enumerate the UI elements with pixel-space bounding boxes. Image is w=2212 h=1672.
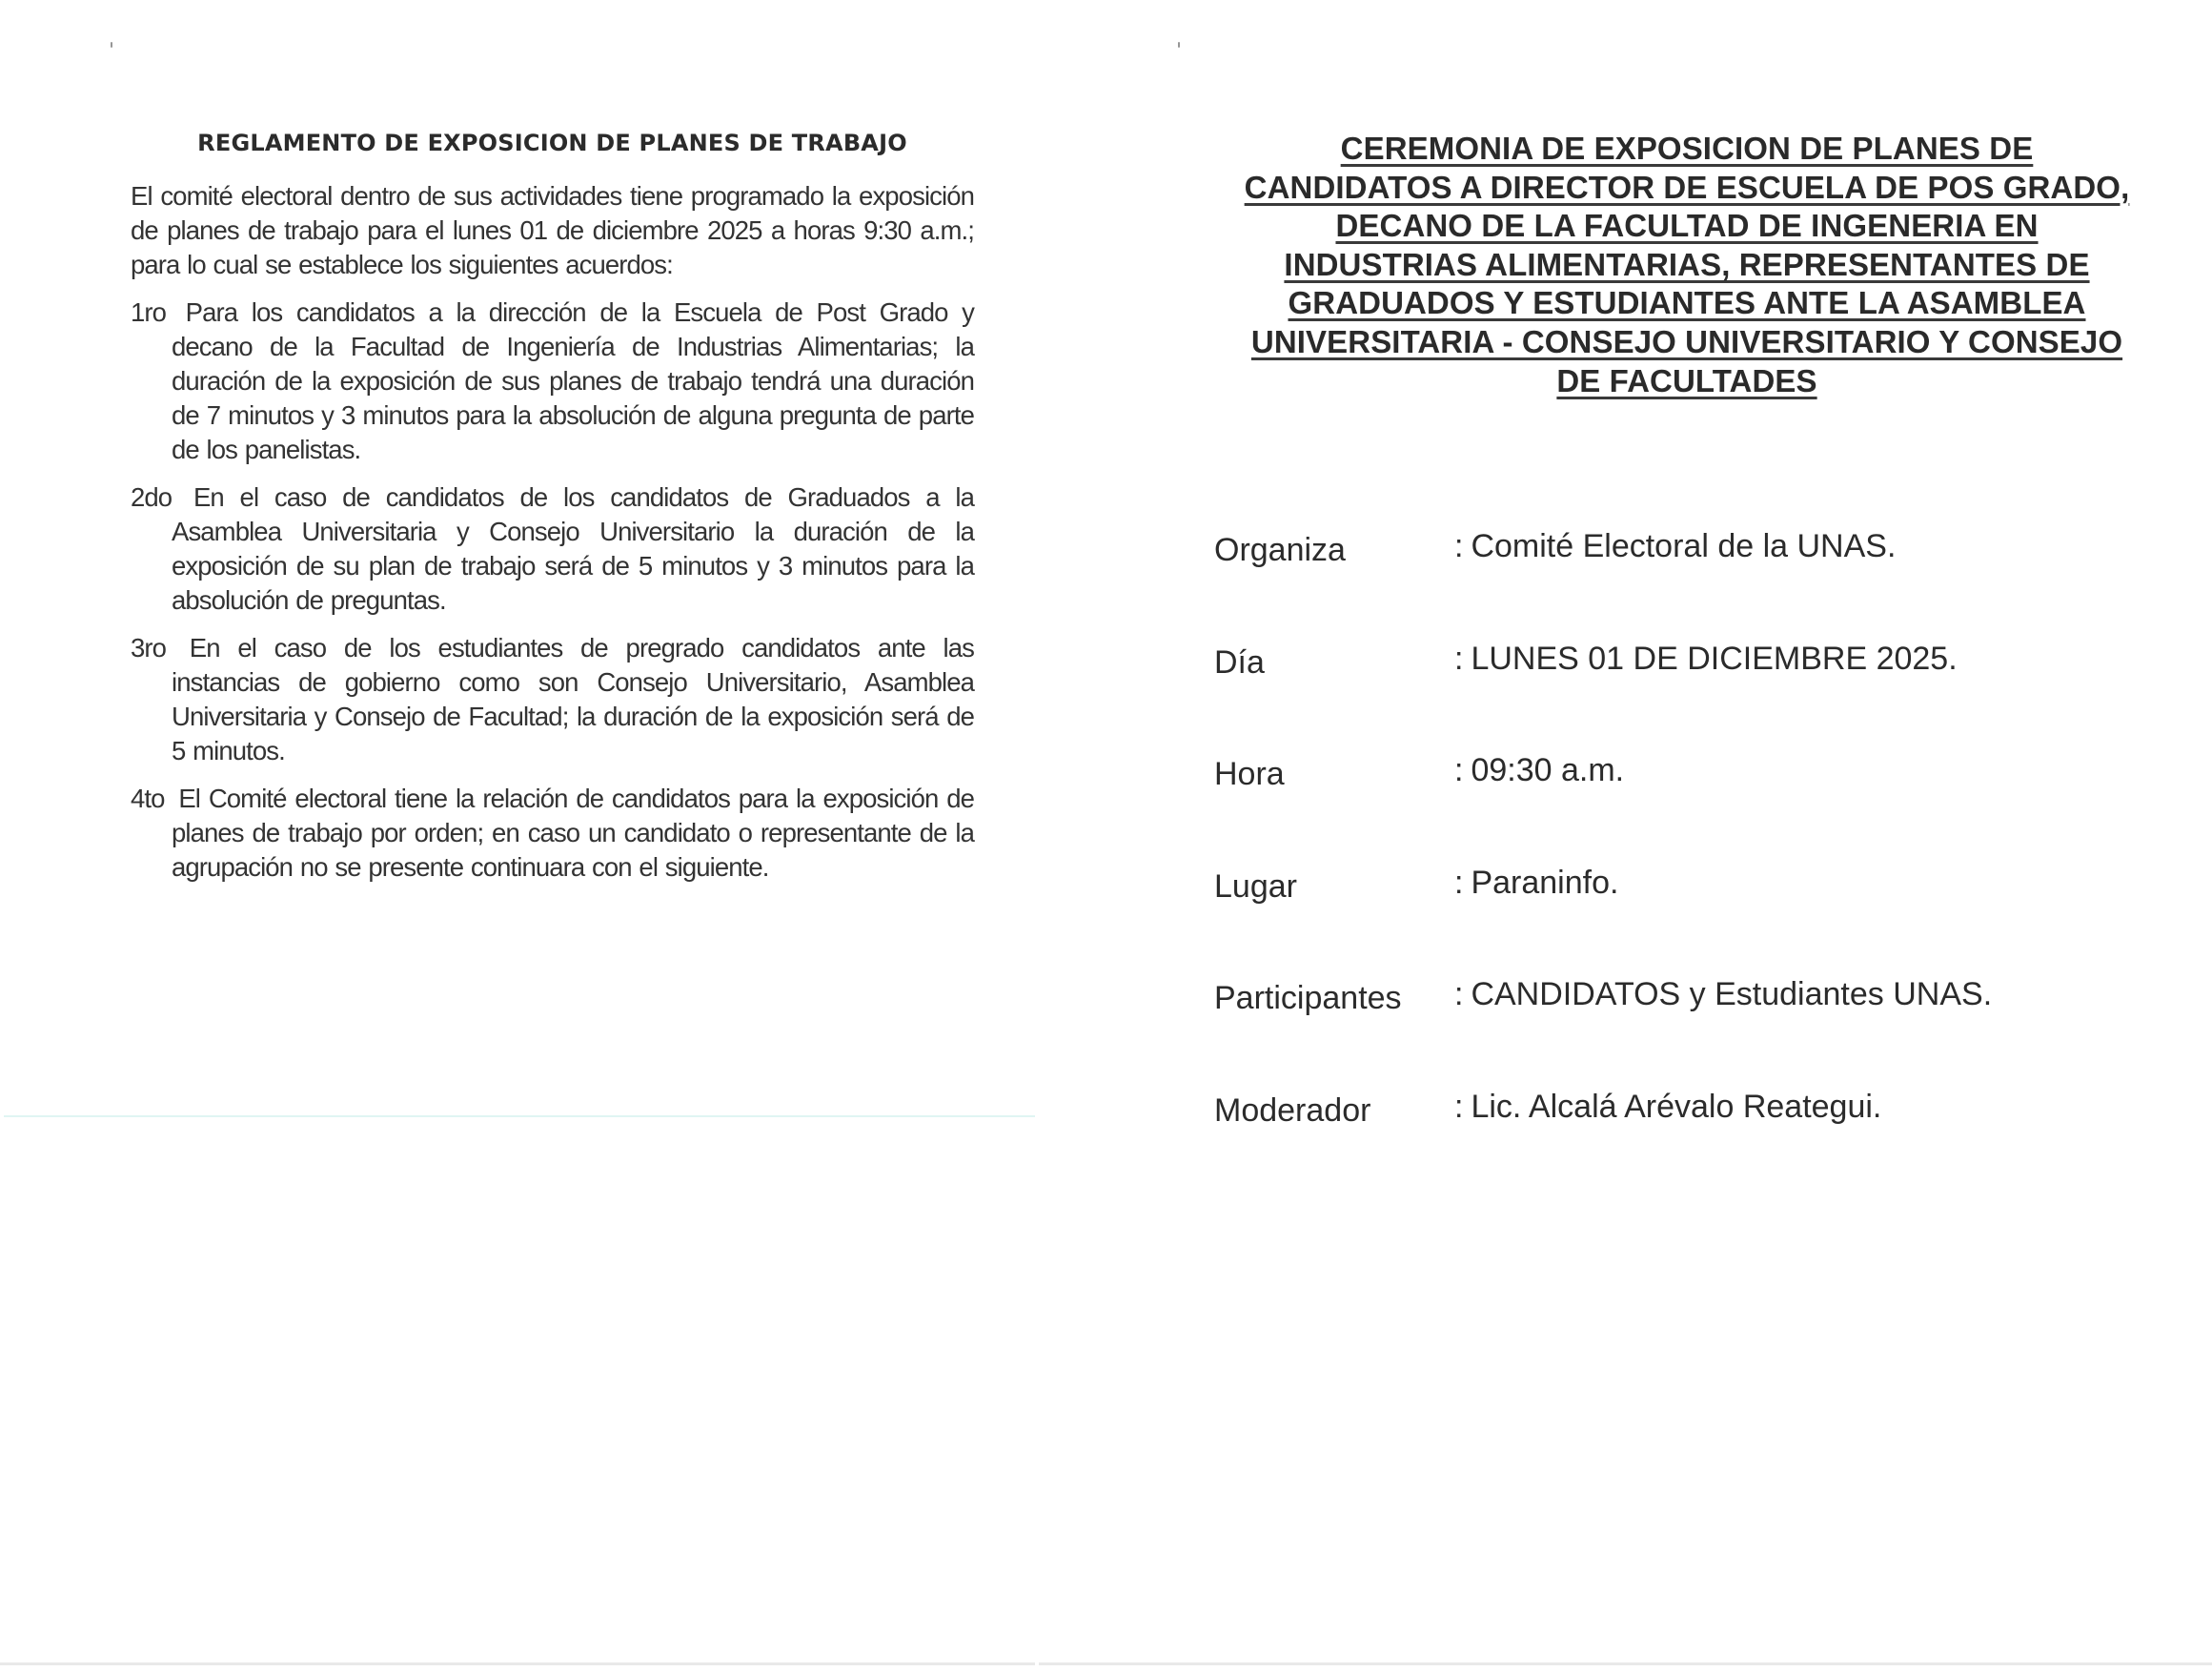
detail-row-dia (1214, 640, 2167, 757)
detail-row-organiza (1214, 528, 2167, 644)
detail-label: Organiza (1214, 532, 1346, 568)
item-number: 4to (131, 784, 165, 813)
item-text: Para los candidatos a la dirección de la Escuela de Post Grado y decano de la Facultad de Ingeniería de Industrias Alimentarias; la duración de la exposición de sus planes de trabajo tendrá una duración de 7 minutos y 3 minutos para la absolución de alguna pregunta de parte de los panelistas. (172, 297, 974, 464)
detail-row-participantes (1214, 976, 2167, 1092)
title-line: UNIVERSITARIA - CONSEJO UNIVERSITARIO Y CONSEJO (1250, 323, 2123, 359)
left-page (0, 0, 1037, 1672)
regulation-heading: REGLAMENTO DE EXPOSICION DE PLANES DE TRABAJO (197, 130, 907, 156)
detail-value: : LUNES 01 DE DICIEMBRE 2025. (1454, 640, 1958, 677)
detail-value: : Comité Electoral de la UNAS. (1454, 528, 1897, 564)
title-line: DE FACULTADES (1556, 362, 1817, 398)
regulation-item (131, 296, 974, 467)
regulation-intro: El comité electoral dentro de sus actividades tiene programado la exposición de planes de trabajo para el lunes 01 de diciembre 2025 a horas 9:30 a.m.; para lo cual se establece los siguientes acuerdos: (131, 181, 974, 279)
page-bottom-edge (1039, 1662, 2212, 1665)
title-line: INDUSTRIAS ALIMENTARIAS, REPRESENTANTES DE (1284, 246, 2090, 282)
detail-value: : Paraninfo. (1454, 864, 1619, 901)
regulation-item (131, 631, 974, 768)
item-text: El Comité electoral tiene la relación de candidatos para la exposición de planes de trabajo por orden; en caso un candidato o representante de la agrupación no se presente continuara con el siguiente. (172, 784, 974, 882)
scan-speck (1178, 42, 1180, 48)
title-line: GRADUADOS Y ESTUDIANTES ANTE LA ASAMBLEA (1288, 285, 2086, 321)
detail-label: Participantes (1214, 980, 1402, 1016)
detail-label: Lugar (1214, 867, 1297, 905)
detail-row-hora (1214, 752, 2167, 868)
title-line: CEREMONIA DE EXPOSICION DE PLANES DE (1340, 131, 2034, 166)
detail-row-moderador (1214, 1088, 2167, 1205)
regulation-item (131, 480, 974, 618)
detail-label: Moderador (1214, 1091, 1371, 1129)
item-number: 3ro (131, 633, 167, 663)
title-line: CANDIDATOS A DIRECTOR DE ESCUELA DE POS GRADO, (1244, 169, 2130, 205)
detail-label: Día (1214, 643, 1265, 681)
detail-value: : 09:30 a.m. (1454, 752, 1625, 788)
item-number: 2do (131, 482, 172, 512)
event-details (1214, 528, 2167, 1204)
right-page (1039, 0, 2212, 1672)
scan-speck (111, 42, 112, 48)
scan-artifact-line (4, 1115, 1035, 1117)
item-text: En el caso de los estudiantes de pregrado candidatos ante las instancias de gobierno como son Consejo Universitario, Asamblea Universitaria y Consejo de Facultad; la duración de la exposición será de 5 minutos. (172, 633, 974, 765)
detail-row-lugar (1214, 864, 2167, 981)
item-text: En el caso de candidatos de los candidatos de Graduados a la Asamblea Universitaria y Consejo Universitario la duración de la exposición de su plan de trabajo será de 5 minutos y 3 minutos para la absolución de preguntas. (172, 482, 974, 615)
detail-label: Hora (1214, 756, 1285, 792)
ceremony-title (1096, 130, 2212, 400)
title-line: DECANO DE LA FACULTAD DE INGENERIA EN (1335, 208, 2039, 244)
detail-value: : Lic. Alcalá Arévalo Reategui. (1454, 1088, 1882, 1125)
detail-value: : CANDIDATOS y Estudiantes UNAS. (1454, 976, 1993, 1012)
regulation-item (131, 782, 974, 885)
page-bottom-edge (0, 1662, 1035, 1665)
item-number: 1ro (131, 297, 167, 327)
regulation-body (131, 179, 974, 898)
